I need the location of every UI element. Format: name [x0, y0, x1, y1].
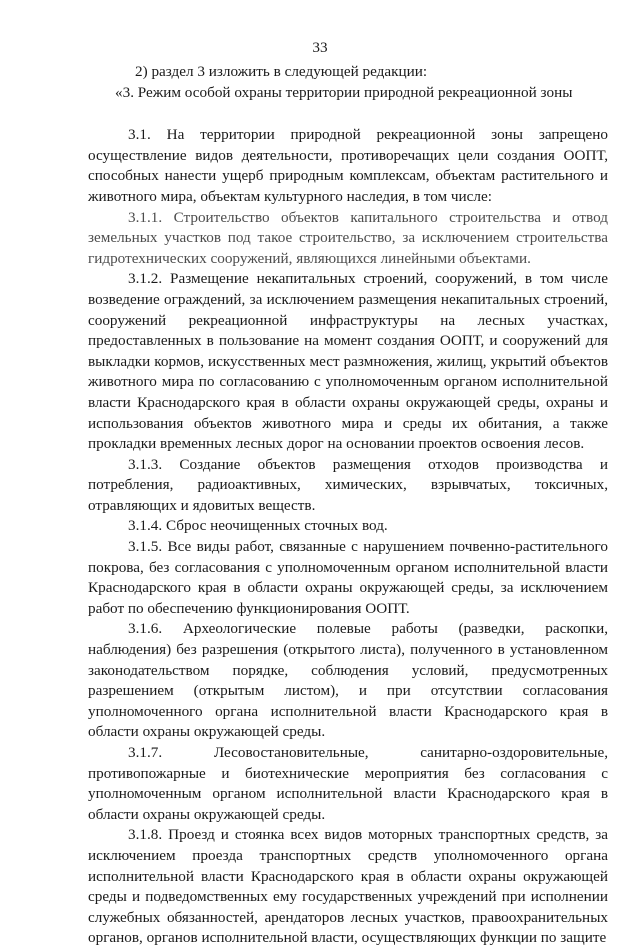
document-body: [88, 62, 608, 949]
paragraph-3-1-6: 3.1.6. Археологические полевые работы (разведки, раскопки, наблюдения) без разрешения (открытого листа), полученного в установленном законодательством порядке, соблюдения условий, предусмотренных разрешением (открытым листом), и при отсутствии согласования уполномоченного органа исполнительной власти Краснодарского края в области охраны окружающей среды.: [88, 620, 608, 741]
paragraph-3-1-2: 3.1.2. Размещение некапитальных строений, сооружений, в том числе возведение ограждений, за исключением размещения некапитальных строений, сооружений рекреационной инфраструктуры на лесных участках, предоставленных в пользование на момент создания ООПТ, и сооружений для выкладки кормов, искусственных мест размножения, жилищ, укрытий объектов животного мира по согласованию с уполномоченным органом исполнительной власти Краснодарского края в области охраны окружающей среды, охраны и использования объектов животного мира и среды их обитания, а также прокладки временных лесных дорог на основании проектов освоения лесов.: [88, 270, 608, 453]
paragraph-3-1-8: 3.1.8. Проезд и стоянка всех видов моторных транспортных средств, за исключением проезда транспортных средств уполномоченного органа исполнительной власти Краснодарского края в области охраны окружающей среды и подведомственных ему государственных учреждений при исполнении служебных обязанностей, арендаторов лесных участков, правоохранительных органов, органов исполнительной власти, осуществляющих функции по защите: [88, 826, 608, 947]
page-number: 33: [312, 39, 328, 56]
paragraph-3-1-4: 3.1.4. Сброс неочищенных сточных вод.: [128, 517, 388, 535]
paragraph-3-1: 3.1. На территории природной рекреационной зоны запрещено осуществление видов деятельности, противоречащих цели создания ООПТ, способных нанести ущерб природным комплексам, объектам растительного и животного мира, объектам культурного наследия, в том числе:: [88, 126, 608, 205]
amendment-intro: 2) раздел 3 изложить в следующей редакции:: [135, 63, 428, 80]
paragraph-3-1-1: 3.1.1. Строительство объектов капитального строительства и отвод земельных участков под такое строительство, за исключением строительства гидротехнических сооружений, являющихся линейными объектами.: [88, 208, 608, 267]
paragraph-3-1-7: 3.1.7. Лесовостановительные, санитарно-оздоровительные, противопожарные и биотехнические мероприятия без согласования с уполномоченным органом исполнительной власти Краснодарского края в области охраны окружающей среды.: [88, 744, 608, 823]
paragraph-3-1-3: 3.1.3. Создание объектов размещения отходов производства и потребления, радиоактивных, химических, взрывчатых, токсичных, отравляющих и ядовитых веществ.: [88, 455, 608, 514]
section-heading: «3. Режим особой охраны территории природной рекреационной зоны: [115, 83, 573, 101]
paragraph-3-1-5: 3.1.5. Все виды работ, связанные с нарушением почвенно-растительного покрова, без согласования с уполномоченным органом исполнительной власти Краснодарского края в области охраны окружающей среды, за исключением работ по обеспечению функционирования ООПТ.: [88, 538, 608, 617]
